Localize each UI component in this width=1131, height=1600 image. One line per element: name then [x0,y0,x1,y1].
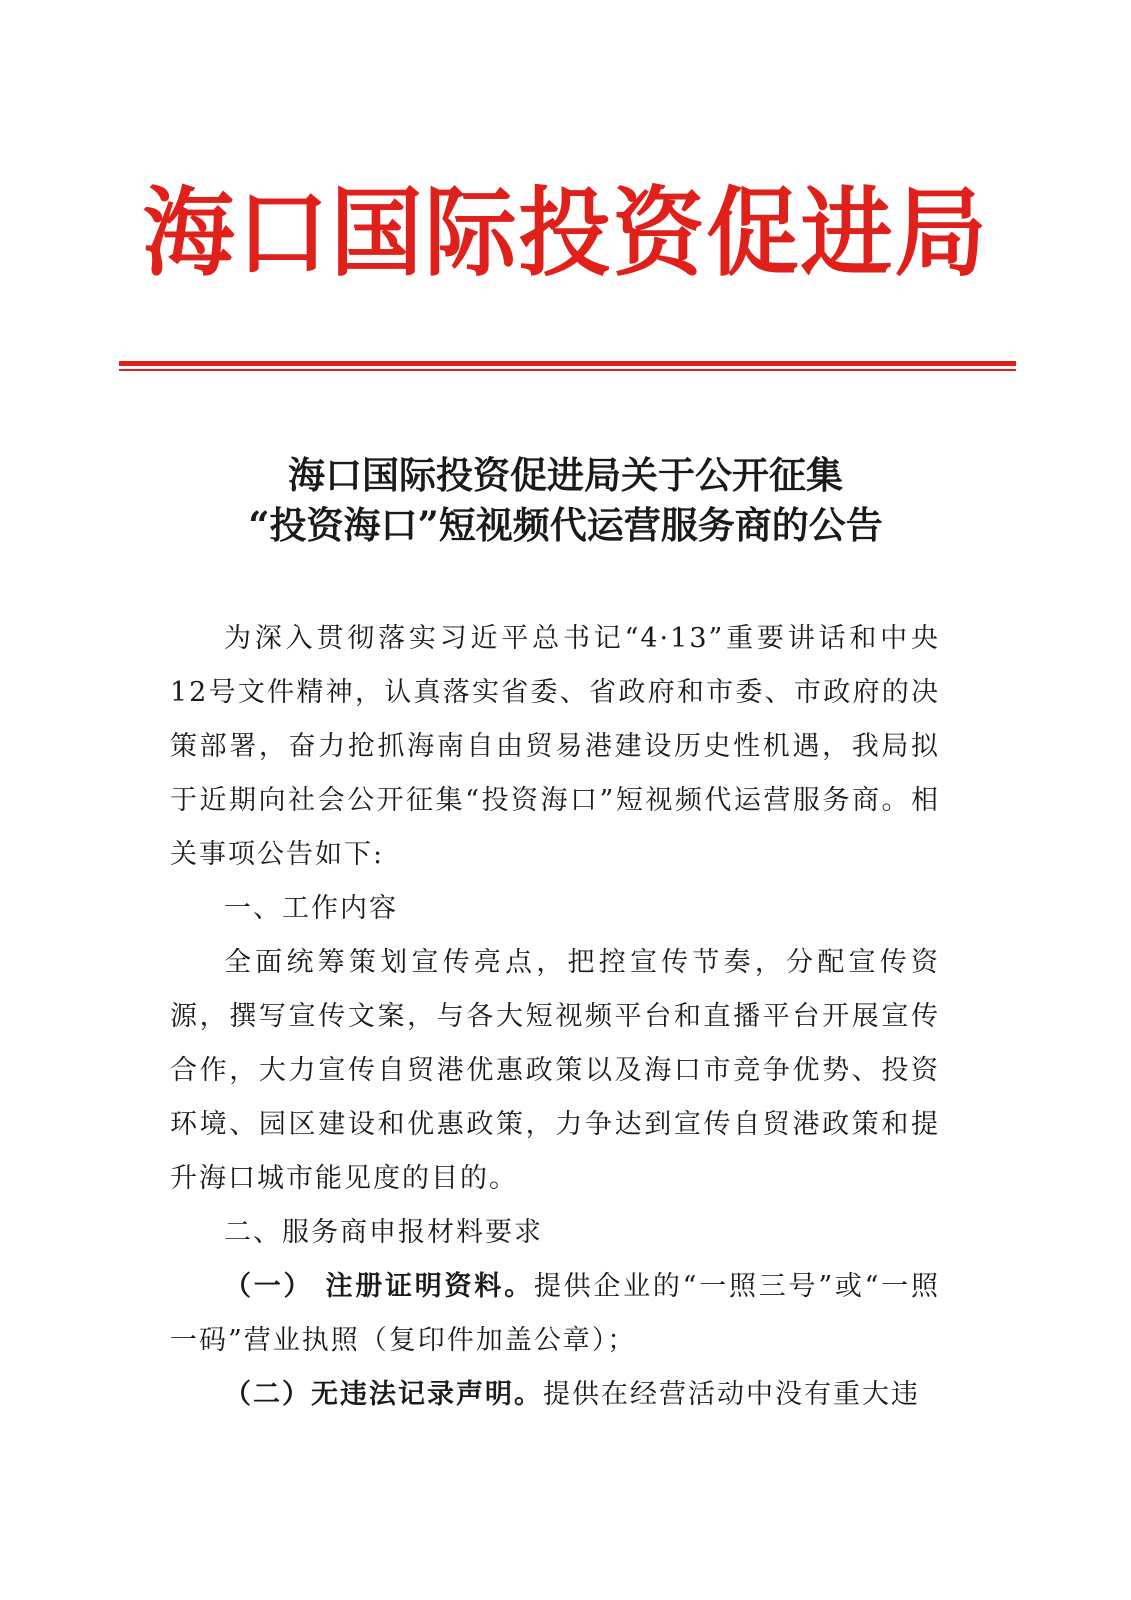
document-title [0,450,1131,550]
requirement-item-2-text: 提供在经营活动中没有重大违 [543,1379,920,1410]
requirement-item-1-label: （一） 注册证明资料。 [224,1271,534,1302]
section-1-paragraph: 全面统筹策划宣传亮点，把控宣传节奏，分配宣传资源，撰写宣传文案，与各大短视频平台和直播平台开展宣传合作，大力宣传自贸港优惠政策以及海口市竞争优势、投资环境、园区建设和优惠政策，力争达到宣传自贸港政策和提升海口城市能见度的目的。 [170,947,940,1194]
section-1-heading: 一、工作内容 [224,893,398,924]
section-2-heading: 二、服务商申报材料要求 [224,1217,543,1248]
intro-paragraph: 为深入贯彻落实习近平总书记“4·13”重要讲话和中央12号文件精神，认真落实省委、省政府和市委、市政府的决策部署，奋力抢抓海南自由贸易港建设历史性机遇，我局拟于近期向社会公开征集“投资海口”短视频代运营服务商。相关事项公告如下: [170,623,940,870]
org-name-header: 海口国际投资促进局 [142,176,989,290]
document-body [170,612,940,1422]
requirement-item-2 [170,1368,940,1422]
header-divider-thin [119,369,1016,371]
title-line-2: “投资海口”短视频代运营服务商的公告 [248,503,883,547]
requirement-item-2-label: （二）无违法记录声明。 [224,1379,543,1410]
title-line-1: 海口国际投资促进局关于公开征集 [288,453,843,497]
requirement-item-1 [170,1260,940,1368]
header-divider-thick [119,361,1016,366]
requirement-item-1-text: 提供企业的“一照三号”或“一照一码”营业执照（复印件加盖公章）； [170,1271,940,1356]
